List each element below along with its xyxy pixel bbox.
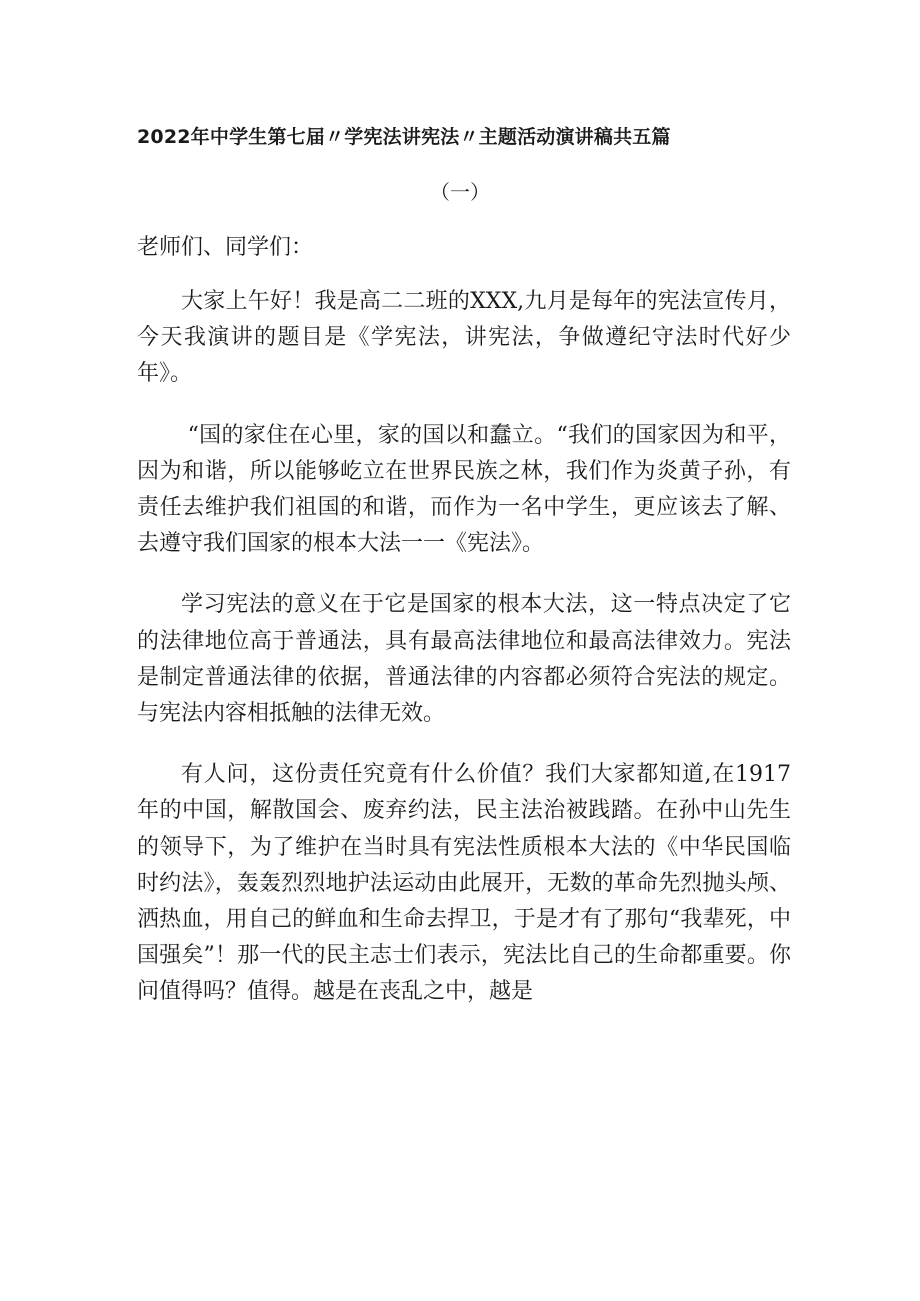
document-title: 2022年中学生第七届〃学宪法讲宪法〃主题活动演讲稿共五篇 (137, 126, 671, 148)
section-number: （一） (430, 180, 490, 204)
paragraph-greeting: 大家上午好！我是高二二班的XXX,九月是每年的宪法宣传月，今天我演讲的题目是《学宪法，讲宪法，争做遵纪守法时代好少年》。 (137, 289, 791, 387)
salutation: 老师们、同学们： (137, 235, 314, 260)
paragraph-history: 有人问，这份责任究竟有什么价值？我们大家都知道,在1917年的中国，解散国会、废弃约法，民主法治被践踏。在孙中山先生的领导下，为了维护在当时具有宪法性质根本大法的《中华民国临时约法》，轰轰烈烈地护法运动由此展开，无数的革命先烈抛头颅、洒热血，用自己的鲜血和生命去捍卫，于是才有了那句“我辈死，中国强矣”！那一代的民主志士们表示，宪法比自己的生命都重要。你问值得吗？值得。越是在丧乱之中，越是 (137, 762, 791, 1005)
paragraph-constitution-meaning: 学习宪法的意义在于它是国家的根本大法，这一特点决定了它的法律地位高于普通法，具有最高法律地位和最高法律效力。宪法是制定普通法律的依据，普通法律的内容都必须符合宪法的规定。与宪法内容相抵触的法律无效。 (137, 592, 791, 727)
speech-body (137, 284, 791, 1036)
paragraph-quote: “国的家住在心里，家的国以和蠢立。“我们的国家因为和平，因为和谐，所以能够屹立在世界民族之林，我们作为炎黄子孙，有责任去维护我们祖国的和谐，而作为一名中学生，更应该去了解、去遵守我们国家的根本大法一一《宪法》。 (137, 422, 791, 557)
